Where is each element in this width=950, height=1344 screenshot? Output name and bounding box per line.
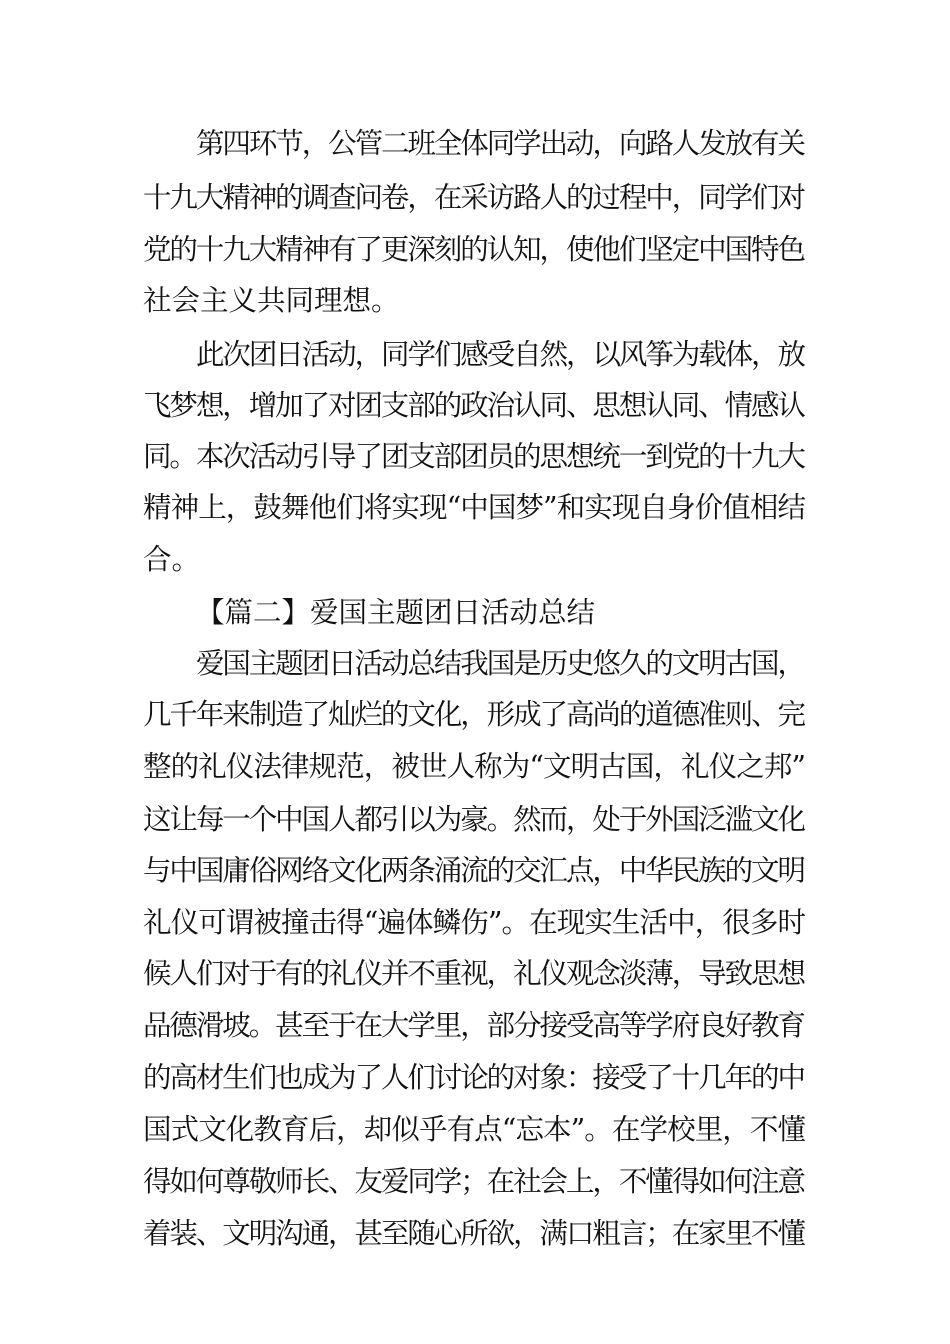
text-line-content: 此次团日活动，同学们感受自然，以风筝为载体，放	[196, 338, 804, 371]
text-line-content: 十九大精神的调查问卷，在采访路人的过程中，同学们对	[143, 181, 804, 214]
section-heading-text: 【篇二】爱国主题团日活动总结	[196, 596, 596, 629]
text-line-content: 精神上，鼓舞他们将实现“中国梦”和实现自身价值相结	[143, 491, 806, 524]
text-line	[0, 1006, 950, 1046]
text-line	[0, 954, 950, 994]
text-line-content: 与中国庸俗网络文化两条涌流的交汇点，中华民族的文明	[143, 854, 804, 887]
text-line-content: 第四环节，公管二班全体同学出动，向路人发放有关	[196, 127, 804, 160]
text-line-content: 的高材生们也成为了人们讨论的对象：接受了十几年的中	[143, 1061, 804, 1094]
text-line	[0, 644, 950, 684]
text-line	[0, 800, 950, 840]
text-line-content: 整的礼仪法律规范，被世人称为“文明古国，礼仪之邦”	[143, 750, 806, 783]
text-line-content: 得如何尊敬师长、友爱同学；在社会上，不懂得如何注意	[143, 1165, 804, 1198]
text-line	[0, 230, 950, 270]
text-line-content: 这让每一个中国人都引以为豪。然而，处于外国泛滥文化	[143, 803, 804, 836]
text-line	[0, 281, 950, 321]
text-line	[0, 335, 950, 375]
text-line	[0, 903, 950, 943]
text-line	[0, 178, 950, 218]
text-line-content: 着装、文明沟通，甚至随心所欲，满口粗言；在家里不懂	[143, 1217, 804, 1250]
text-line-content: 同。本次活动引导了团支部团员的思想统一到党的十九大	[143, 440, 804, 473]
text-line-content: 几千年来制造了灿烂的文化，形成了高尚的道德准则、完	[143, 698, 804, 731]
text-line-content: 礼仪可谓被撞击得“遍体鳞伤”。在现实生活中，很多时	[143, 906, 806, 939]
text-line	[0, 1110, 950, 1150]
text-line	[0, 1162, 950, 1202]
text-line	[0, 1058, 950, 1098]
text-line-content: 党的十九大精神有了更深刻的认知，使他们坚定中国特色	[143, 233, 804, 266]
text-line	[0, 540, 950, 580]
text-line	[0, 851, 950, 891]
text-line	[0, 747, 950, 787]
text-line	[0, 124, 950, 164]
text-line	[0, 488, 950, 528]
text-line-content: 爱国主题团日活动总结我国是历史悠久的文明古国，	[196, 647, 804, 680]
text-line-content: 社会主义共同理想。	[143, 284, 400, 317]
text-line-content: 飞梦想，增加了对团支部的政治认同、思想认同、情感认	[143, 389, 804, 422]
text-line	[0, 1214, 950, 1254]
text-line	[0, 386, 950, 426]
text-line-content: 国式文化教育后，却似乎有点“忘本”。在学校里，不懂	[143, 1113, 806, 1146]
text-line-content: 合。	[143, 543, 201, 576]
text-line	[0, 437, 950, 477]
section-heading	[0, 593, 950, 633]
text-line-content: 品德滑坡。甚至于在大学里，部分接受高等学府良好教育	[143, 1009, 804, 1042]
text-line-content: 候人们对于有的礼仪并不重视，礼仪观念淡薄，导致思想	[143, 957, 804, 990]
text-line	[0, 695, 950, 735]
